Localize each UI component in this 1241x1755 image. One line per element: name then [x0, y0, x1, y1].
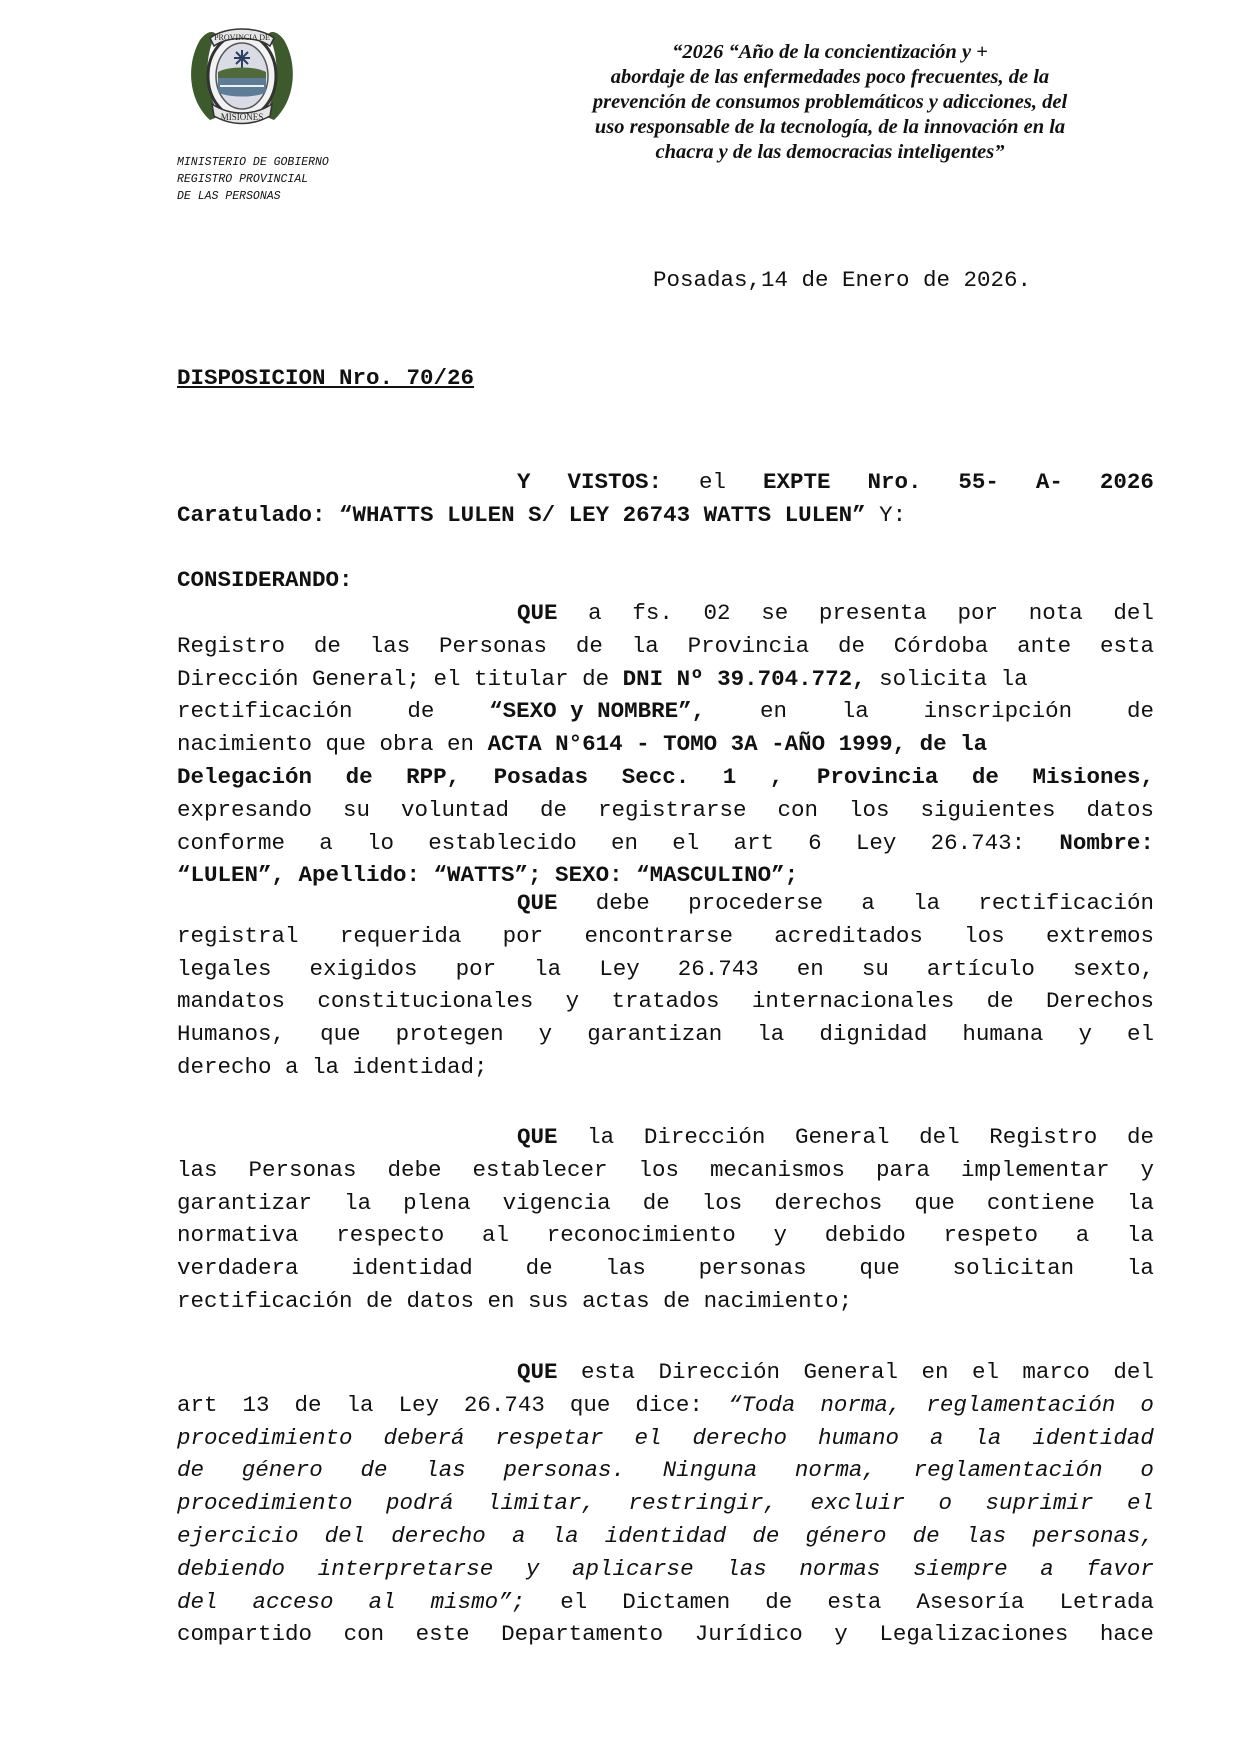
quote-word: norma, — [820, 1391, 902, 1418]
p1-line-1 — [177, 597, 1154, 630]
p1-line-4 — [177, 695, 1154, 728]
word: Y — [517, 469, 531, 495]
word: internacionales — [751, 988, 955, 1015]
word: la — [1126, 1255, 1154, 1282]
word: y — [1078, 1021, 1092, 1048]
p2-line-1 — [177, 887, 1154, 920]
word: Derechos — [1045, 988, 1154, 1015]
word: 2026 — [1099, 469, 1154, 495]
word: presenta — [818, 600, 927, 626]
word: para — [875, 1156, 930, 1183]
word: esta — [580, 1359, 635, 1385]
paragraph-2 — [177, 887, 1154, 1084]
word: a — [861, 890, 875, 916]
word: de — [525, 1255, 553, 1282]
p4-line-5 — [177, 1487, 1154, 1520]
word: del — [1113, 600, 1154, 626]
word: General — [794, 1124, 890, 1150]
word: que — [569, 1391, 611, 1418]
p1-line-9: “LULEN”, Apellido: “WATTS”; SEXO: “MASCULINO”; — [177, 862, 799, 889]
word: requerida — [339, 922, 462, 949]
word: esta — [1099, 632, 1154, 659]
p3-line-1 — [177, 1121, 1154, 1154]
word: 02 — [703, 600, 731, 626]
word: 6 — [808, 829, 822, 856]
p1-line-5 — [177, 728, 1154, 761]
word: reconocimiento — [546, 1222, 736, 1249]
motto-line: chacra y de las democracias inteligentes” — [655, 141, 1005, 163]
quote-word: de — [912, 1522, 940, 1549]
word: su — [343, 796, 371, 823]
word: de — [1126, 698, 1154, 725]
caratulado-line — [177, 499, 1154, 532]
word: Provincia — [816, 763, 939, 790]
p1-line-7 — [177, 794, 1154, 827]
word: los — [638, 1156, 679, 1183]
quote-word: personas, — [1032, 1522, 1154, 1549]
word: expresando — [177, 796, 313, 823]
quote-word: reglamentación — [926, 1391, 1116, 1418]
word: Humanos, — [177, 1021, 286, 1048]
word: que — [914, 1189, 955, 1216]
quote-word: la — [551, 1522, 579, 1549]
word: plena — [403, 1189, 471, 1216]
quote-word: las — [726, 1555, 767, 1582]
word: de — [407, 698, 435, 725]
word: a — [1075, 1222, 1090, 1249]
p4-line-6 — [177, 1520, 1154, 1553]
word: dignidad — [819, 1021, 928, 1048]
word: los — [701, 1189, 743, 1216]
word: la — [534, 955, 562, 982]
que-keyword: QUE — [517, 1124, 558, 1150]
quote-word: reglamentación — [913, 1457, 1103, 1484]
quote-word: “Toda — [727, 1391, 796, 1418]
word: Posadas — [493, 763, 589, 790]
disposicion-number: DISPOSICION Nro. 70/26 — [177, 365, 475, 391]
word: al — [482, 1222, 510, 1249]
quote-word: a — [1040, 1555, 1054, 1582]
p3-line-3 — [177, 1187, 1154, 1220]
word: conforme — [177, 829, 286, 856]
text: Dirección General; el titular de — [177, 665, 623, 692]
quote-word: derecho — [692, 1424, 787, 1451]
word: a — [319, 829, 333, 856]
word: las — [177, 1156, 218, 1183]
word: y — [538, 1021, 553, 1048]
word: 26.743 — [463, 1391, 545, 1418]
word: datos — [1086, 796, 1154, 823]
word: con — [777, 796, 818, 823]
quote-word: a — [929, 1424, 944, 1451]
quote-word: de — [752, 1522, 780, 1549]
quote-word: o — [938, 1490, 952, 1517]
quote-word: acceso — [252, 1588, 334, 1615]
word: Registro — [177, 632, 286, 659]
word: tratados — [611, 988, 720, 1015]
paragraph-3 — [177, 1121, 1154, 1318]
word: Ley — [398, 1391, 439, 1418]
p4-line-4 — [177, 1454, 1154, 1487]
word: Secc. — [621, 763, 690, 790]
word: 55- — [958, 469, 999, 495]
word: la — [913, 890, 941, 916]
word: Córdoba — [893, 632, 989, 659]
word: debe — [387, 1156, 442, 1183]
quote-word: restringir, — [628, 1490, 778, 1517]
word: establecer — [472, 1156, 608, 1183]
word: 26.743 — [677, 955, 759, 982]
quote-word: del — [324, 1522, 366, 1549]
word: constitucionales — [317, 988, 534, 1015]
word: legales — [177, 955, 272, 982]
motto-line: abordaje de las enfermedades poco frecuentes, de la — [610, 66, 1050, 88]
text: solicita la — [865, 665, 1028, 692]
word: mecanismos — [709, 1156, 845, 1183]
word: este — [415, 1621, 470, 1648]
p3-line-5 — [177, 1252, 1154, 1285]
word: la — [344, 1189, 372, 1216]
word: sexto, — [1072, 955, 1154, 982]
quote-word: norma, — [794, 1457, 876, 1484]
word: del — [1113, 1359, 1154, 1385]
word: el — [672, 829, 700, 856]
word: en — [796, 955, 824, 982]
word: la — [587, 1124, 615, 1150]
quote-word: interpretarse — [317, 1555, 494, 1582]
quote-word: deberá — [383, 1424, 465, 1451]
word: lo — [366, 829, 394, 856]
quote-word: género — [241, 1457, 323, 1484]
motto-line: uso responsable de la tecnología, de la innovación en la — [594, 116, 1066, 138]
word: General — [803, 1359, 898, 1385]
word: Registro — [989, 1124, 1098, 1150]
p3-line-4 — [177, 1219, 1154, 1252]
word: nota — [1028, 600, 1083, 626]
ministry-line: REGISTRO PROVINCIAL — [177, 173, 309, 186]
p1-line-8 — [177, 827, 1154, 860]
word: siguientes — [920, 796, 1056, 823]
dni-number: DNI Nº 39.704.772, — [622, 665, 866, 692]
word: personas — [698, 1255, 807, 1282]
word: procederse — [688, 890, 824, 916]
quote-word: debiendo — [177, 1555, 286, 1582]
word: fs. — [632, 600, 673, 626]
quote-word: género — [805, 1522, 887, 1549]
word: y — [565, 988, 580, 1015]
word: implementar — [960, 1156, 1110, 1183]
word: humana — [962, 1021, 1044, 1048]
word: en — [921, 1359, 949, 1385]
word: de — [837, 632, 865, 659]
vistos-line — [177, 466, 1154, 499]
year-motto — [510, 40, 1150, 165]
word: se — [761, 600, 789, 626]
word: mandatos — [177, 988, 286, 1015]
word: las — [369, 632, 411, 659]
word: su — [861, 955, 889, 982]
quote-word: identidad — [1032, 1424, 1154, 1451]
word: la — [841, 698, 869, 725]
motto-line: “2026 “Año de la concientización y + — [672, 41, 988, 63]
word: de — [971, 763, 999, 790]
word: de — [539, 796, 567, 823]
p3-line-6: rectificación de datos en sus actas de nacimiento; — [177, 1287, 853, 1314]
considerando-heading: CONSIDERANDO: — [177, 567, 353, 593]
word: que — [320, 1021, 361, 1048]
quote-word: procedimiento — [177, 1490, 353, 1517]
acta-reference: ACTA N°614 - TOMO 3A -AÑO 1999, de la — [487, 731, 988, 758]
word: de — [642, 1189, 670, 1216]
p4-line-2 — [177, 1389, 1154, 1422]
word: Letrada — [1059, 1588, 1154, 1615]
caratulado-label: Caratulado: — [177, 501, 326, 528]
p4-line-7 — [177, 1553, 1154, 1586]
word: y — [834, 1621, 848, 1648]
word: respeto — [943, 1222, 1038, 1249]
word: debe — [595, 890, 650, 916]
word: el — [560, 1588, 588, 1615]
p4-line-9 — [177, 1618, 1154, 1651]
word: y — [1140, 1156, 1154, 1183]
word: artículo — [926, 955, 1035, 982]
caratulado-value: “WHATTS LULEN S/ LEY 26743 WATTS LULEN” — [339, 501, 866, 528]
word: de — [765, 1588, 793, 1615]
word: RPP, — [406, 763, 461, 790]
seal-text-bottom: MISIONES — [220, 112, 264, 122]
word: solicitan — [952, 1255, 1075, 1282]
word: marco — [1022, 1359, 1090, 1385]
paragraph-1 — [177, 597, 1154, 892]
word: Personas — [248, 1156, 357, 1183]
word: registral — [177, 922, 299, 949]
word: encontrarse — [584, 922, 733, 949]
que-keyword: QUE — [517, 600, 558, 626]
quote-word: personas. — [503, 1457, 625, 1484]
p2-line-5 — [177, 1018, 1154, 1051]
quote-word: humano — [817, 1424, 899, 1451]
p2-line-2 — [177, 920, 1154, 953]
word: Dictamen — [622, 1588, 731, 1615]
word: la — [1126, 1189, 1154, 1216]
word: de — [575, 632, 603, 659]
word: normativa — [177, 1222, 299, 1249]
word: Personas — [439, 632, 548, 659]
word: con — [343, 1621, 385, 1648]
quote-word: de — [177, 1457, 205, 1484]
quote-word: normas — [799, 1555, 881, 1582]
ministry-line: MINISTERIO DE GOBIERNO — [177, 156, 329, 169]
provincia-misiones-seal-icon — [182, 20, 302, 132]
p1-line-2 — [177, 630, 1154, 663]
quote-word: o — [1140, 1457, 1154, 1484]
word: art — [733, 829, 774, 856]
word: Ley — [855, 829, 897, 856]
word: la — [757, 1021, 785, 1048]
word: derechos — [774, 1189, 883, 1216]
word: 13 — [242, 1391, 270, 1418]
quote-word: procedimiento — [177, 1424, 353, 1451]
word: la — [631, 632, 659, 659]
word: inscripción — [923, 698, 1073, 725]
word: , — [769, 763, 784, 790]
p4-line-3 — [177, 1422, 1154, 1455]
word: y — [773, 1222, 787, 1249]
word: en — [610, 829, 638, 856]
quote-word: el — [634, 1424, 662, 1451]
quote-word: las — [425, 1457, 466, 1484]
word: el — [698, 469, 726, 495]
word: garantizar — [177, 1189, 313, 1216]
word: compartido — [177, 1621, 313, 1648]
quote-word: derecho — [391, 1522, 486, 1549]
quote-word: aplicarse — [572, 1555, 694, 1582]
word: identidad — [351, 1255, 473, 1282]
word: Dirección — [643, 1124, 766, 1150]
word: 26.743: — [930, 829, 1026, 856]
quote-word: el — [1126, 1490, 1154, 1517]
word: Jurídico — [694, 1621, 803, 1648]
word: garantizan — [587, 1021, 723, 1048]
word: extremos — [1045, 922, 1154, 949]
word: debido — [824, 1222, 906, 1249]
sexo-nombre: “SEXO y NOMBRE”, — [489, 698, 706, 725]
word: registrarse — [597, 796, 747, 823]
word: de — [1126, 1124, 1154, 1150]
word: Misiones, — [1032, 763, 1154, 790]
word: el — [971, 1359, 999, 1385]
quote-word: ejercicio — [177, 1522, 299, 1549]
word: Nro. — [867, 469, 922, 495]
word: protegen — [395, 1021, 504, 1048]
ministry-header — [177, 154, 329, 205]
word: de — [313, 632, 341, 659]
p2-line-3 — [177, 953, 1154, 986]
quote-word: limitar, — [486, 1490, 596, 1517]
word: 1 — [722, 763, 737, 790]
word: de — [294, 1391, 322, 1418]
word: art — [177, 1391, 218, 1418]
word: Legalizaciones — [879, 1621, 1069, 1648]
word: Ley — [599, 955, 640, 982]
word: esta — [827, 1588, 882, 1615]
quote-word: podrá — [386, 1490, 454, 1517]
seal-text-top: PROVINCIA DE — [214, 33, 270, 42]
word: de — [986, 988, 1014, 1015]
word: del — [919, 1124, 960, 1150]
word: Dirección — [658, 1359, 780, 1385]
word: VISTOS: — [567, 469, 662, 495]
word: EXPTE — [762, 469, 831, 495]
word: hace — [1099, 1621, 1154, 1648]
word: la — [346, 1391, 374, 1418]
word: los — [964, 922, 1005, 949]
vistos-tail: Y: — [865, 501, 907, 528]
word: a — [588, 600, 602, 626]
word: vigencia — [502, 1189, 611, 1216]
quote-word: favor — [1086, 1555, 1154, 1582]
word: exigidos — [309, 955, 418, 982]
quote-word: y — [525, 1555, 540, 1582]
ministry-line: DE LAS PERSONAS — [177, 190, 281, 203]
word: establecido — [428, 829, 577, 856]
word: por — [455, 955, 497, 982]
quote-word: identidad — [604, 1522, 727, 1549]
p2-line-4 — [177, 985, 1154, 1018]
word: contiene — [986, 1189, 1095, 1216]
word: voluntad — [400, 796, 510, 823]
p1-line-3 — [177, 663, 1154, 696]
quote-word: la — [974, 1424, 1002, 1451]
quote-word: mismo”; — [430, 1588, 526, 1615]
word: en — [759, 698, 787, 725]
word: de — [345, 763, 373, 790]
word: rectificación — [177, 698, 353, 725]
p4-line-8 — [177, 1586, 1154, 1619]
word: Delegación — [177, 763, 313, 790]
quote-word: excluir — [810, 1490, 905, 1517]
word: respecto — [336, 1222, 445, 1249]
word: por — [502, 922, 544, 949]
quote-word: al — [368, 1588, 396, 1615]
word: Asesoría — [916, 1588, 1025, 1615]
paragraph-4 — [177, 1356, 1154, 1651]
word: dice: — [635, 1391, 703, 1418]
document-date: Posadas,14 de Enero de 2026. — [653, 267, 1032, 293]
text: nacimiento que obra en — [177, 731, 488, 758]
que-keyword: QUE — [517, 1359, 558, 1385]
quote-word: las — [965, 1522, 1007, 1549]
word: el — [1126, 1021, 1154, 1048]
word: la — [1126, 1222, 1154, 1249]
motto-line: prevención de consumos problemáticos y adicciones, del — [592, 91, 1068, 113]
quote-word: siempre — [913, 1555, 1008, 1582]
quote-word: o — [1140, 1391, 1154, 1418]
word: Departamento — [501, 1621, 664, 1648]
que-keyword: QUE — [517, 890, 558, 916]
word: por — [957, 600, 999, 626]
word: rectificación — [978, 890, 1154, 916]
nombre-label: Nombre: — [1059, 829, 1154, 856]
p4-line-1 — [177, 1356, 1154, 1389]
word: las — [605, 1255, 646, 1282]
word: ante — [1017, 632, 1072, 659]
quote-word: respetar — [495, 1424, 604, 1451]
word: acreditados — [774, 922, 923, 949]
word: A- — [1035, 469, 1063, 495]
word: los — [848, 796, 890, 823]
quote-word: del — [177, 1588, 218, 1615]
word: que — [859, 1255, 900, 1282]
p1-line-6 — [177, 761, 1154, 794]
quote-word: Ninguna — [662, 1457, 758, 1484]
word: Provincia — [687, 632, 810, 659]
p3-line-2 — [177, 1154, 1154, 1187]
quote-word: de — [360, 1457, 388, 1484]
quote-word: a — [511, 1522, 526, 1549]
vistos-section — [177, 466, 1154, 532]
quote-word: suprimir — [985, 1490, 1094, 1517]
p2-line-6: derecho a la identidad; — [177, 1053, 488, 1080]
word: verdadera — [177, 1255, 299, 1282]
